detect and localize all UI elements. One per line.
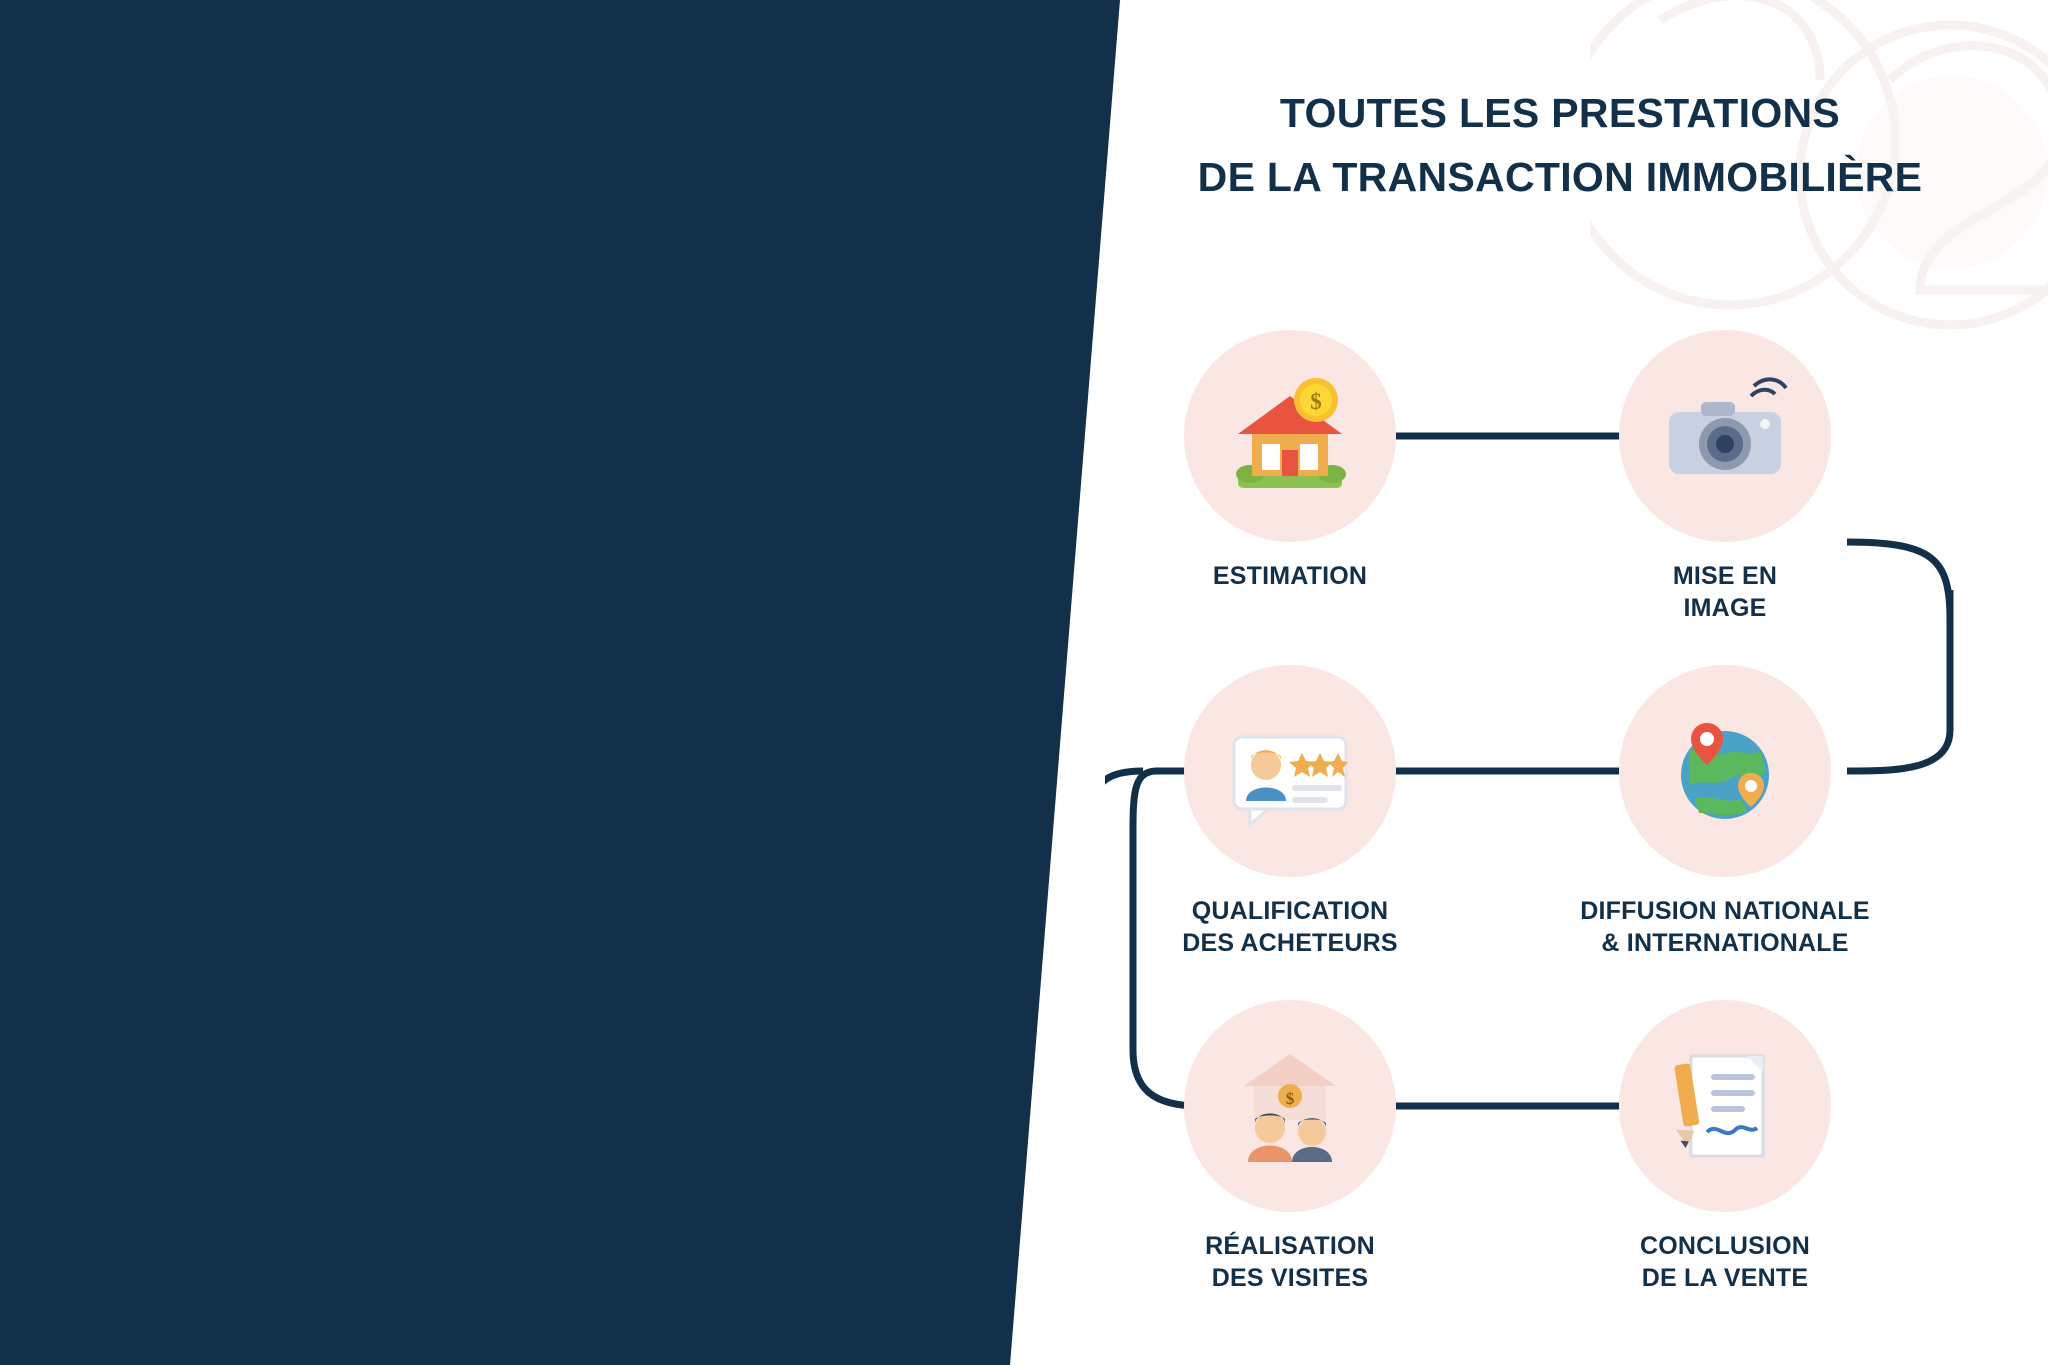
flow-step-label-line-2: DE LA VENTE [1641,1264,1809,1292]
flow-step-bubble [1184,665,1396,877]
globe-map-pins-icon [1655,701,1795,841]
flow-step-bubble [1184,1000,1396,1212]
flow-step-label-line-2: DES VISITES [1211,1264,1369,1292]
flow-step-label [1575,1230,1875,1294]
flow-step-estimation [1140,330,1440,592]
flow-step-visites [1140,1000,1440,1294]
svg-text:$: $ [1285,1089,1295,1108]
flow-step-label-line-1: RÉALISATION [1205,1232,1375,1260]
flow-step-bubble [1619,330,1831,542]
page-title [1120,82,2000,209]
flow-step-label [1140,895,1440,959]
flow-step-qualification [1140,665,1440,959]
photo-camera-icon [1655,366,1795,506]
flow-step-label-line-1: ESTIMATION [1212,562,1368,590]
signed-contract-pen-icon [1655,1036,1795,1176]
page-title-line-1: TOUTES LES PRESTATIONS [1279,90,1841,136]
flow-step-label [1575,560,1875,624]
flow-step-label-line-2: DES ACHETEURS [1182,929,1398,957]
flow-step-bubble [1184,330,1396,542]
flow-step-diffusion [1575,665,1875,959]
process-flow-diagram [1105,330,2010,1330]
page-title-line-2: DE LA TRANSACTION IMMOBILIÈRE [1197,153,1923,200]
flow-step-label-line-2: IMAGE [1683,594,1767,622]
flow-step-bubble [1619,665,1831,877]
flow-step-conclusion [1575,1000,1875,1294]
flow-step-label-line-1: DIFFUSION NATIONALE [1580,897,1870,925]
flow-step-label-line-1: QUALIFICATION [1191,897,1389,925]
flow-step-label [1575,895,1875,959]
house-with-dollar-coin-icon [1220,366,1360,506]
flow-step-bubble [1619,1000,1831,1212]
flow-step-mise-en-image [1575,330,1875,624]
flow-step-label-line-2: & INTERNATIONALE [1601,929,1849,957]
two-people-house-visit-icon [1220,1036,1360,1176]
svg-text:$: $ [1310,389,1322,414]
flow-step-label [1140,560,1440,592]
buyer-profile-stars-icon [1220,701,1360,841]
flow-step-label [1140,1230,1440,1294]
flow-step-label-line-1: MISE EN [1672,562,1778,590]
flow-step-label-line-1: CONCLUSION [1639,1232,1811,1260]
